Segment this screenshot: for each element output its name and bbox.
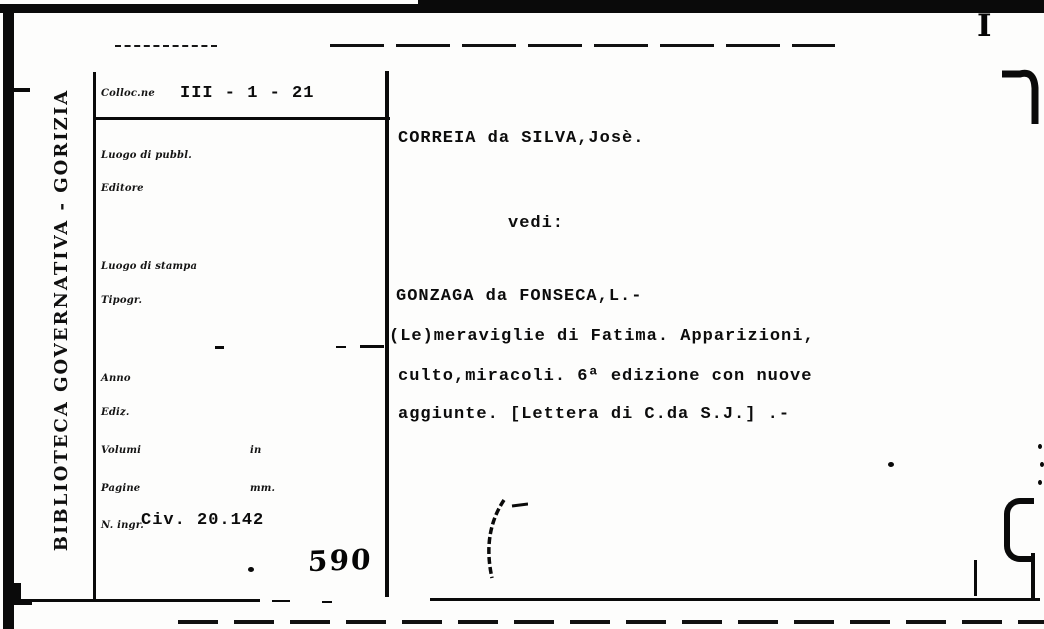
title-line-3: aggiunte. [Lettera di C.da S.J.] .- [398, 405, 791, 424]
scan-mark-right-bracket [1004, 498, 1034, 562]
title-line-1: (Le)meraviglie di Fatima. Apparizioni, [389, 327, 815, 346]
field-label-editore: Editore [101, 183, 144, 194]
field-label-luogo-pubbl: Luogo di pubbl. [101, 150, 192, 161]
accession-number: Civ. 20.142 [141, 511, 265, 530]
card-bottom-rule-right [430, 598, 1040, 601]
field-label-volumi: Volumi [101, 445, 142, 456]
scan-mark-right-hook [998, 56, 1044, 126]
pencil-dash-2 [360, 345, 384, 348]
field-unit-pagine: mm. [250, 483, 276, 494]
field-label-luogo-stampa: Luogo di stampa [101, 261, 198, 272]
pencil-dash [336, 346, 346, 348]
ink-speck [888, 462, 894, 467]
see-reference: vedi: [508, 214, 565, 233]
scan-dot-2 [1040, 462, 1044, 467]
card-bottom-rule-left [10, 599, 260, 602]
scan-dot-3 [1038, 480, 1042, 485]
card-left-border [93, 72, 96, 601]
collocation-value: III - 1 - 21 [180, 84, 315, 103]
field-label-tipogr: Tipogr. [101, 295, 143, 306]
scan-mark-right-tick-2 [1031, 553, 1035, 601]
handwritten-paren [478, 498, 528, 582]
card-bottom-dash [272, 600, 290, 602]
scan-dot-1 [1038, 444, 1042, 449]
referenced-author: GONZAGA da FONSECA,L.- [396, 287, 643, 306]
scan-mark-right-tick [974, 560, 977, 596]
ink-dot [248, 567, 254, 572]
pencil-tick [215, 346, 224, 349]
top-dashed-rule [330, 44, 835, 47]
handwritten-number: 590 [307, 542, 374, 579]
card-bottom-dash-2 [322, 601, 332, 603]
field-label-pagine: Pagine [101, 483, 141, 494]
library-stamp-vertical: BIBLIOTECA GOVERNATIVA - GORIZIA [51, 88, 72, 552]
field-label-n-ingr: N. ingr. [101, 520, 144, 531]
author-heading: CORREIA da SILVA,Josè. [398, 129, 645, 148]
field-label-collocation: Colloc.ne [101, 88, 155, 99]
page-number: I [977, 8, 992, 44]
field-unit-volumi: in [250, 445, 262, 456]
top-dashed-rule-left [115, 45, 217, 47]
page-bottom-dashed-rule [178, 620, 1044, 624]
field-label-ediz: Ediz. [101, 407, 130, 418]
collocation-underline [93, 117, 390, 120]
scan-mark-left-tick [14, 88, 30, 92]
title-line-2: culto,miracoli. 6ª edizione con nuove [398, 367, 813, 386]
field-label-anno: Anno [101, 373, 131, 384]
scan-edge-left [3, 8, 14, 629]
